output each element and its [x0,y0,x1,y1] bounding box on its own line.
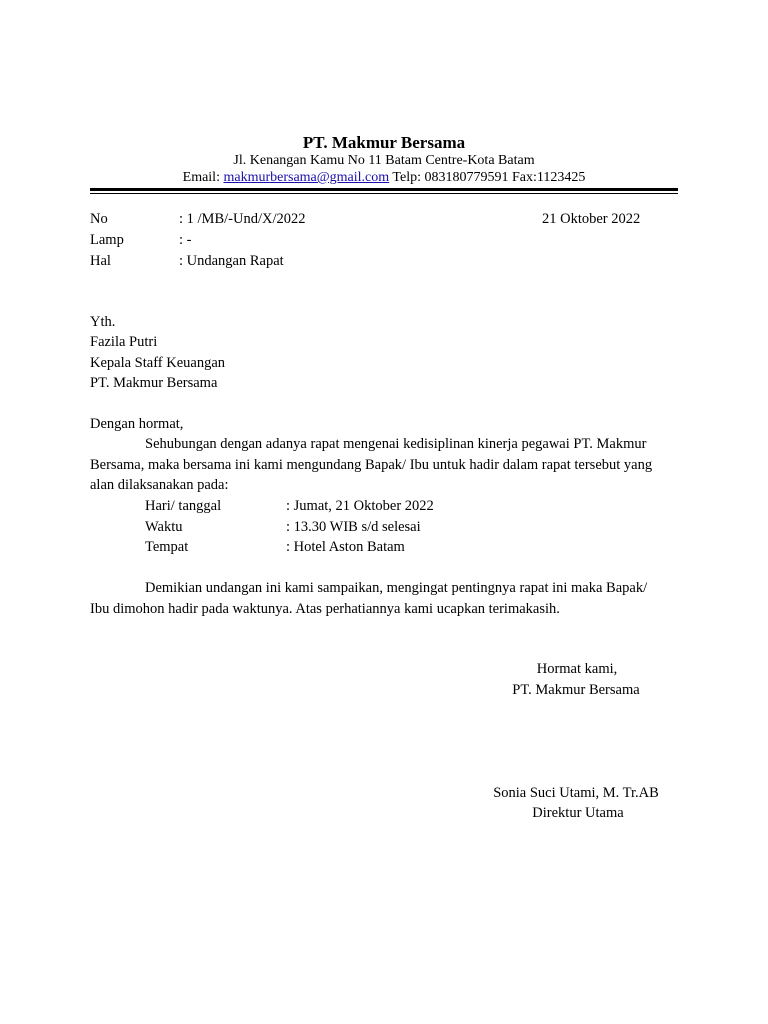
recipient-company: PT. Makmur Bersama [90,375,218,391]
email-label: Email: [182,170,224,185]
detail-label-date: Hari/ tanggal [145,498,222,514]
signer-title: Direktur Utama [532,805,624,821]
no-label: No [90,211,108,227]
paragraph-1-line-1: Sehubungan dengan adanya rapat mengenai kedisiplinan kinerja pegawai PT. Makmur [145,436,647,452]
hal-value: : Undangan Rapat [179,253,284,269]
recipient-salutation: Yth. [90,314,116,330]
signer-name: Sonia Suci Utami, M. Tr.AB [493,785,659,801]
letterhead-divider-thin [90,193,678,194]
letter-date: 21 Oktober 2022 [542,211,641,227]
company-name: PT. Makmur Bersama [302,133,466,152]
company-address: Jl. Kenangan Kamu No 11 Batam Centre-Kota Batam [233,153,535,168]
lamp-label: Lamp [90,232,124,248]
closing-regards: Hormat kami, [536,661,618,677]
email-link[interactable]: makmurbersama@gmail.com [223,170,390,185]
greeting: Dengan hormat, [90,416,184,432]
phone-fax: Telp: 083180779591 Fax:1123425 [389,170,586,185]
detail-value-date: : Jumat, 21 Oktober 2022 [286,498,434,514]
paragraph-2-line-1: Demikian undangan ini kami sampaikan, mengingat pentingnya rapat ini maka Bapak/ [145,580,648,596]
company-contact [0,170,768,186]
detail-value-place: : Hotel Aston Batam [286,539,405,555]
paragraph-1-line-2: Bersama, maka bersama ini kami mengundang Bapak/ Ibu untuk hadir dalam rapat tersebut yang [90,457,653,473]
paragraph-2-line-2: Ibu dimohon hadir pada waktunya. Atas perhatiannya kami ucapkan terimakasih. [90,601,560,617]
paragraph-1-line-3: alan dilaksanakan pada: [90,477,229,493]
letterhead-divider-thick [90,188,678,191]
recipient-position: Kepala Staff Keuangan [90,355,226,371]
hal-label: Hal [90,253,111,269]
lamp-value: : - [179,232,192,248]
detail-label-time: Waktu [145,519,183,535]
detail-label-place: Tempat [145,539,189,555]
detail-value-time: : 13.30 WIB s/d selesai [286,519,421,535]
closing-company: PT. Makmur Bersama [512,682,640,698]
recipient-name: Fazila Putri [90,334,158,350]
no-value: : 1 /MB/-Und/X/2022 [179,211,306,227]
